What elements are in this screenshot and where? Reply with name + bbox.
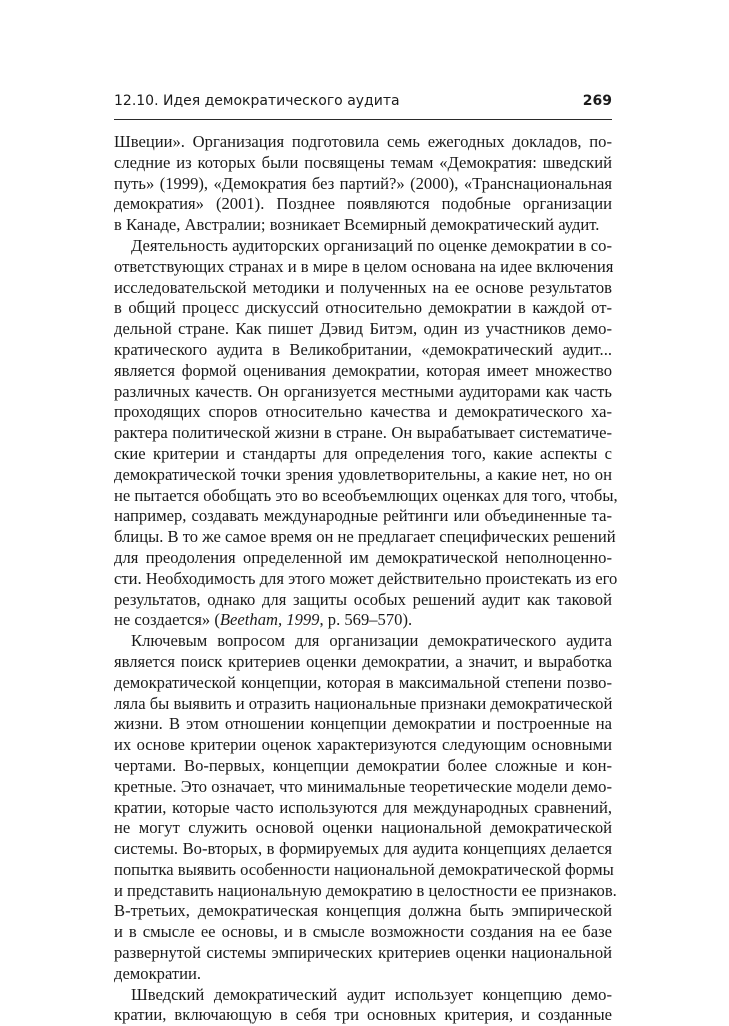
text-line: в общий процесс дискуссий относительно демократии в каждой от- — [114, 298, 612, 318]
paragraph — [114, 631, 617, 985]
text-line: для преодоления определенной им демократической неполноценно- — [114, 547, 612, 567]
text-line: Ключевым вопросом для организации демократического аудита — [131, 631, 612, 651]
text-line: является формой оценивания демократии, которая имеет множество — [114, 360, 612, 380]
text-line: системы. Во-вторых, в формируемых для аудита концепциях делается — [114, 839, 612, 859]
text-line: не пытается обобщать это во всеобъемлющих оценках для того, чтобы, — [114, 485, 618, 505]
text-line: кратии, которые часто используются для международных сравнений, — [114, 797, 612, 817]
text-line: демократической концепции, которая в максимальной степени позво- — [114, 672, 612, 692]
text-line — [114, 610, 612, 631]
body-text — [114, 132, 618, 1026]
text-line: демократии. — [114, 963, 202, 983]
text-line: сти. Необходимость для этого может действительно проистекать из его — [114, 568, 618, 588]
citation-pages: , р. 569–570). — [319, 610, 413, 630]
text-line: демократической точки зрения удовлетворительны, а какие нет, но он — [114, 464, 612, 484]
paragraph — [114, 132, 612, 236]
citation-author: Beetham, 1999 — [219, 610, 320, 630]
citation-lead: не создается» ( — [114, 610, 220, 630]
text-line: путь» (1999), «Демократия без партий?» (2000), «Транснациональная — [114, 173, 612, 193]
text-line: развернутой системы эмпирических критериев оценки национальной — [114, 943, 612, 963]
text-line: рактера политической жизни в стране. Он вырабатывает систематиче- — [114, 423, 612, 443]
text-line: демократия» (2001). Позднее появляются подобные организации — [114, 194, 612, 214]
text-line: ляла бы выявить и отразить национальные признаки демократической — [114, 693, 613, 713]
text-line: их основе критерии оценок характеризуются следующим основными — [114, 735, 612, 755]
running-header-title: 12.10. Идея демократического аудита — [114, 93, 400, 109]
text-line: кретные. Это означает, что минимальные теоретические модели демо- — [114, 776, 612, 796]
text-line: дельной стране. Как пишет Дэвид Битэм, один из участников демо- — [114, 319, 612, 339]
text-line: Деятельность аудиторских организаций по оценке демократии в со- — [131, 235, 612, 255]
text-line: ские критерии и стандарты для определения того, какие аспекты с — [114, 443, 612, 463]
text-line: в Канаде, Австралии; возникает Всемирный демократический аудит. — [114, 215, 600, 235]
text-line: Швеции». Организация подготовила семь ежегодных докладов, по- — [114, 132, 612, 151]
text-line: кратии, включающую в себя три основных критерия, и созданные — [114, 1005, 612, 1025]
paragraph — [114, 235, 618, 631]
text-line: результатов, однако для защиты особых решений аудит как таковой — [114, 589, 612, 609]
text-line: не могут служить основой оценки национальной демократической — [114, 818, 612, 838]
text-line: чертами. Во-первых, концепции демократии более сложные и кон- — [114, 755, 612, 775]
text-line: различных качеств. Он организуется местными аудиторами как часть — [114, 381, 612, 401]
text-line: и представить национальную демократию в целостности ее признаков. — [114, 880, 617, 900]
text-line: попытка выявить особенности национальной демократической формы — [114, 859, 614, 879]
header-divider — [114, 119, 612, 120]
text-line: следние из которых были посвящены темам «Демократия: шведский — [114, 152, 612, 172]
text-line: жизни. В этом отношении концепции демократии и построенные на — [114, 714, 612, 734]
text-line: является поиск критериев оценки демократии, а значит, и выработка — [114, 651, 612, 671]
text-line: блицы. В то же самое время он не предлагает специфических решений — [114, 527, 616, 547]
paragraph — [114, 985, 612, 1026]
text-line: кратического аудита в Великобритании, «демократический аудит... — [114, 339, 612, 359]
text-line: Шведский демократический аудит использует концепцию демо- — [131, 984, 612, 1004]
text-line: проходящих споров относительно качества и демократического ха- — [114, 402, 612, 422]
text-line: и в смысле ее основы, и в смысле возможности создания на ее базе — [114, 922, 612, 942]
text-line: ответствующих странах и в мире в целом основана на идее включения — [114, 256, 614, 276]
text-line: исследовательской методики и полученных на ее основе результатов — [114, 277, 612, 297]
running-header — [114, 93, 612, 115]
text-line: например, создавать международные рейтинги или объединенные та- — [114, 506, 612, 526]
page-number: 269 — [582, 93, 612, 109]
text-line: В-третьих, демократическая концепция должна быть эмпирической — [114, 901, 612, 921]
